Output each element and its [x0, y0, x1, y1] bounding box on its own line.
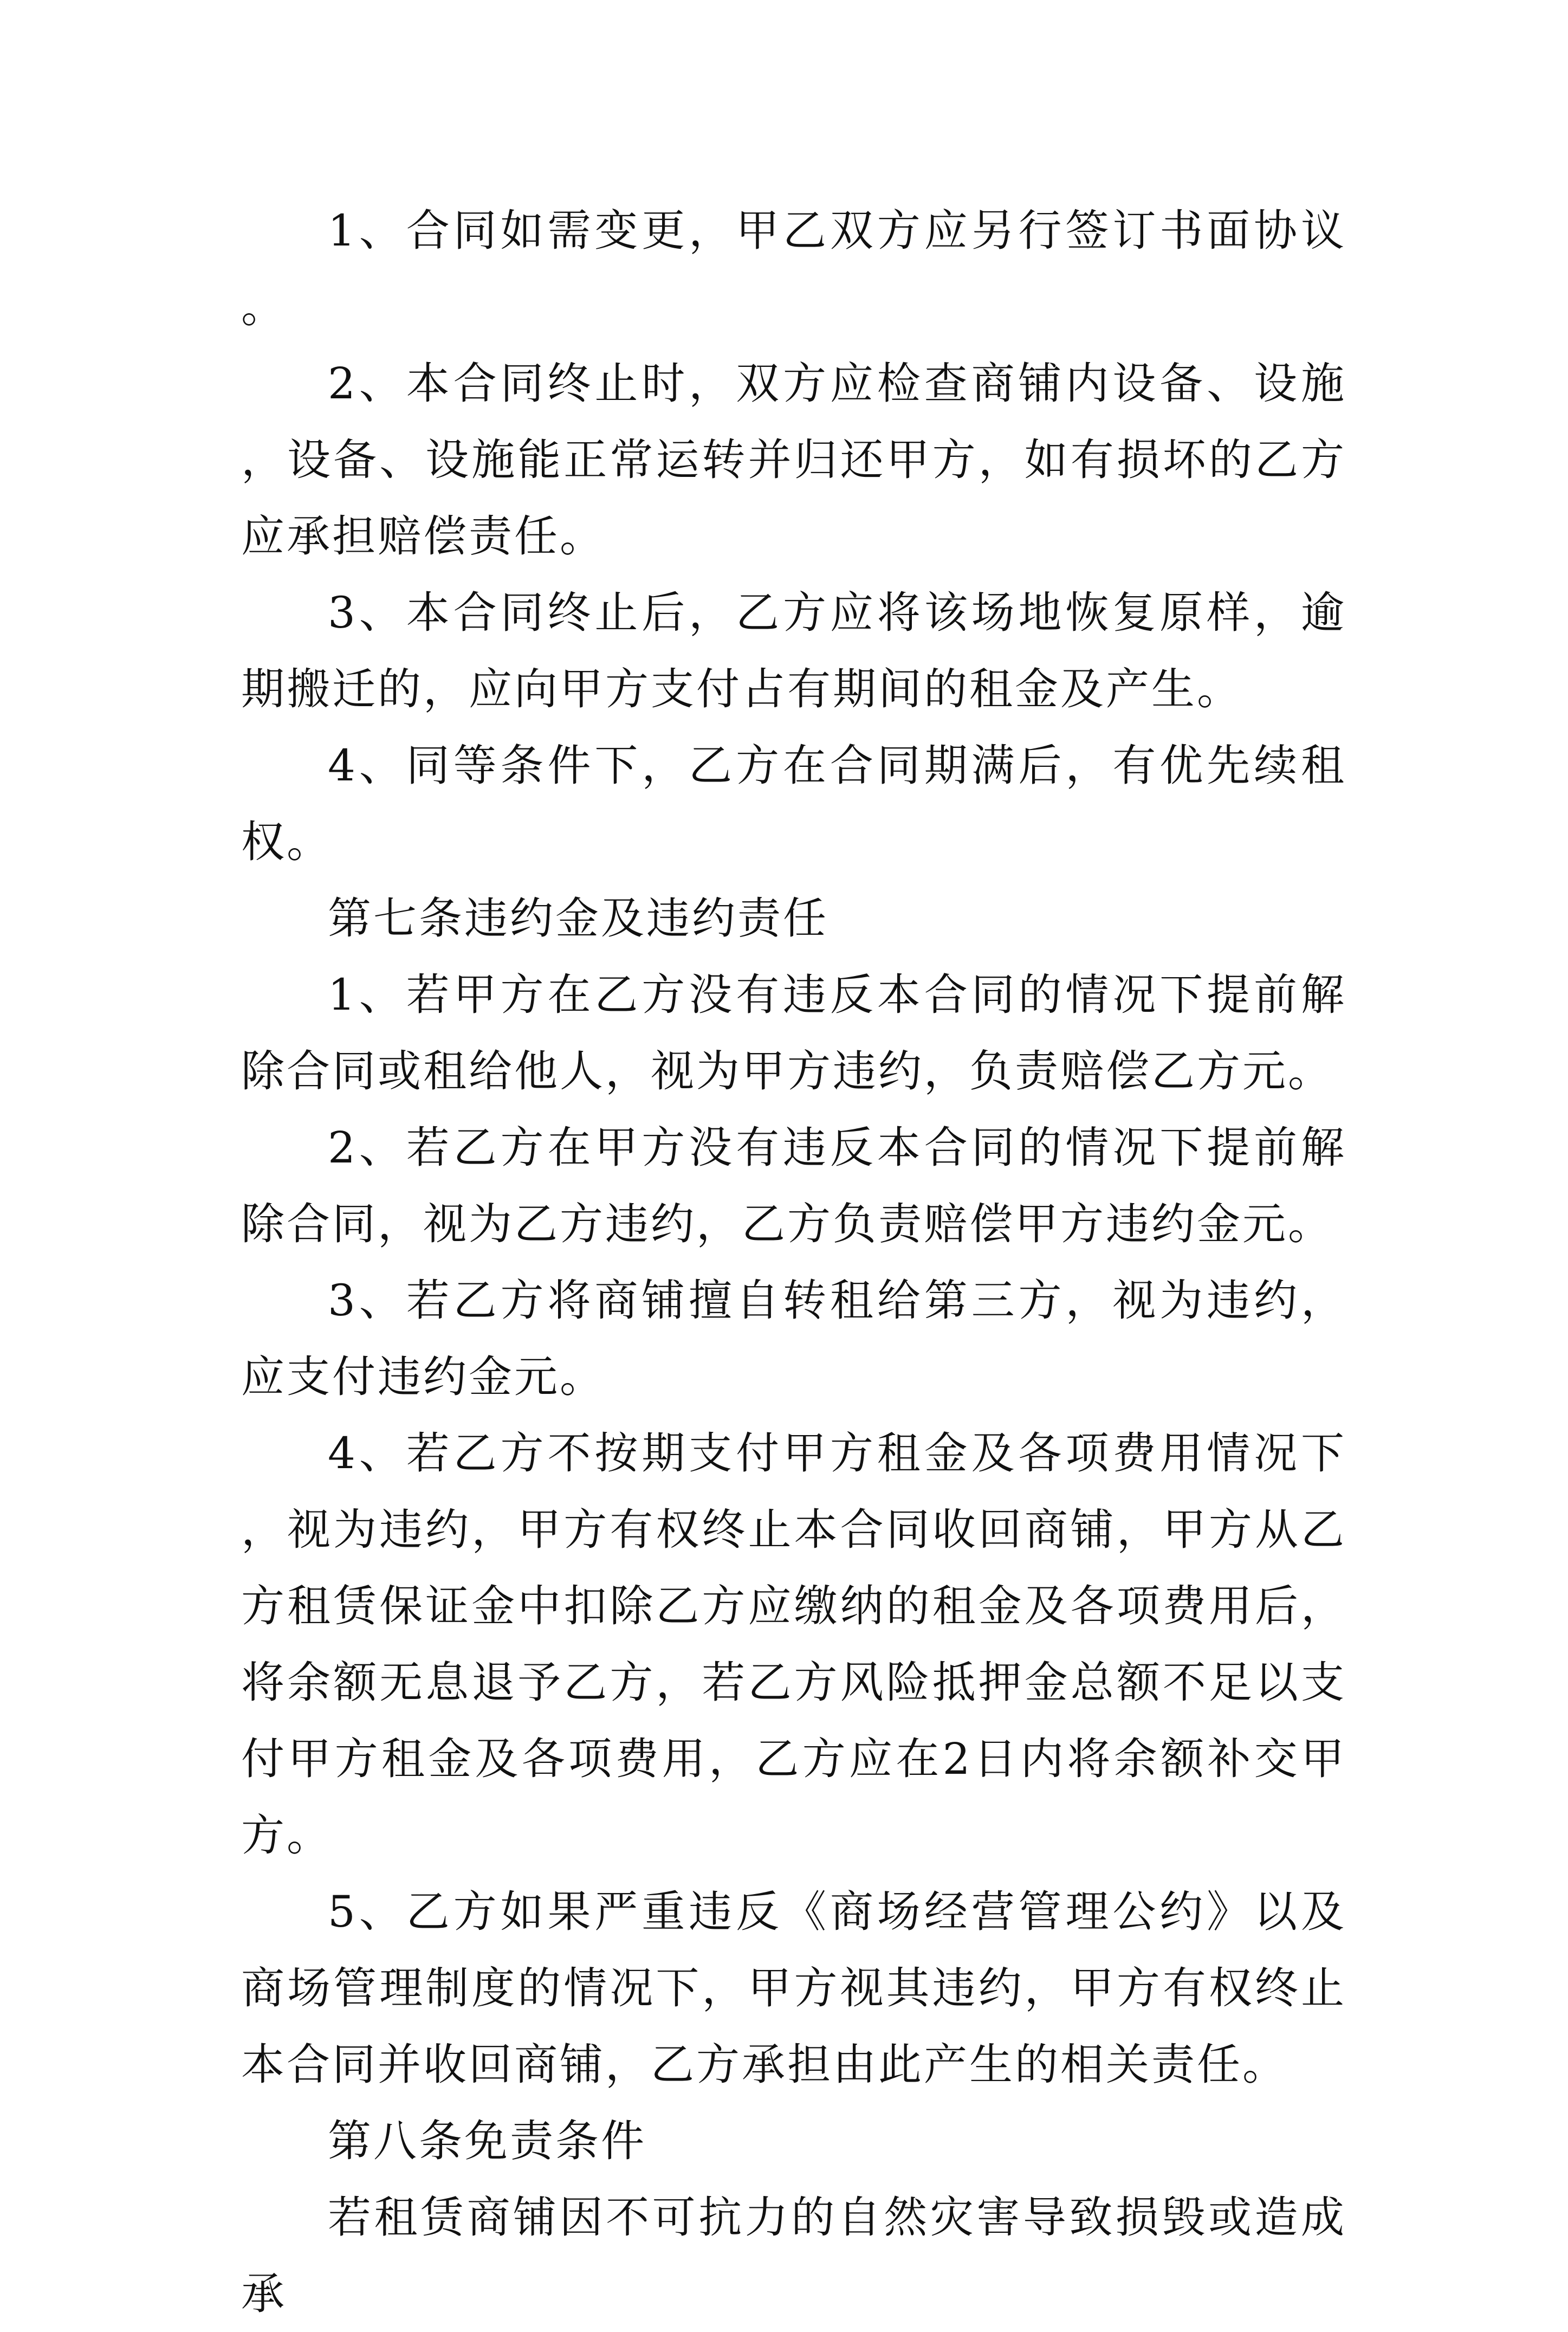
section-heading-article-7: 第七条违约金及违约责任 [328, 893, 828, 944]
clause-management-violation: 5、乙方如果严重违反《商场经营管理公约》以及商场管理制度的情况下，甲方视其违约，甲方有权终止本合同并收回商铺，乙方承担由此产生的相关责任。 [241, 1887, 1346, 2090]
clause-contract-change: 1、合同如需变更，甲乙双方应另行签订书面协议。 [241, 205, 1346, 332]
clause-force-majeure: 若租赁商铺因不可抗力的自然灾害导致损毁或造成承 [241, 2192, 1346, 2319]
clause-restore-premises: 3、本合同终止后，乙方应将该场地恢复原样，逾期搬迁的，应向甲方支付占有期间的租金及产生。 [241, 587, 1346, 714]
clause-late-payment: 4、若乙方不按期支付甲方租金及各项费用情况下，视为违约，甲方有权终止本合同收回商铺，甲方从乙方租赁保证金中扣除乙方应缴纳的租金及各项费用后，将余额无息退予乙方，若乙方风险抵押金总额不足以支付甲方租金及各项费用，乙方应在2日内将余额补交甲方。 [241, 1428, 1346, 1861]
clause-party-a-breach: 1、若甲方在乙方没有违反本合同的情况下提前解除合同或租给他人，视为甲方违约，负责赔偿乙方元。 [241, 970, 1346, 1096]
clause-sublease-breach: 3、若乙方将商铺擅自转租给第三方，视为违约，应支付违约金元。 [241, 1275, 1346, 1402]
clause-renewal-priority: 4、同等条件下，乙方在合同期满后，有优先续租权。 [241, 740, 1346, 867]
section-heading-article-8: 第八条免责条件 [328, 2116, 646, 2166]
clause-equipment-inspection: 2、本合同终止时，双方应检查商铺内设备、设施，设备、设施能正常运转并归还甲方，如有损坏的乙方应承担赔偿责任。 [241, 358, 1346, 561]
contract-body-text [241, 192, 1346, 2332]
clause-party-b-breach: 2、若乙方在甲方没有违反本合同的情况下提前解除合同，视为乙方违约，乙方负责赔偿甲方违约金元。 [241, 1122, 1346, 1249]
